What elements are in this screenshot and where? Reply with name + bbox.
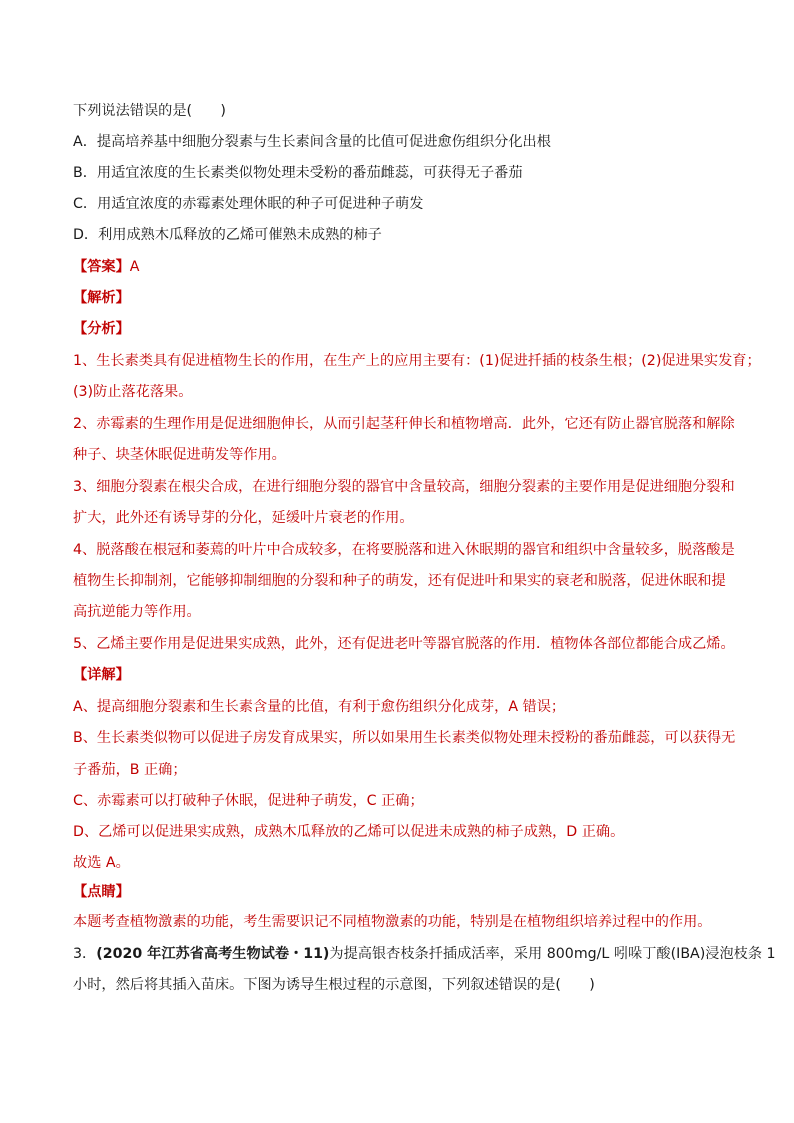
dianjing-tag: 【点睛】: [73, 884, 130, 900]
analysis-line: 5、乙烯主要作用是促进果实成熟，此外，还有促进老叶等器官脱落的作用．植物体各部位都能合成乙烯。: [73, 636, 735, 652]
question-text: 为提高银杏枝条扦插成活率，采用 800mg/L 吲哚丁酸(IBA)浸泡枝条 1: [329, 946, 776, 962]
fenxi-tag: 【分析】: [73, 321, 130, 337]
detail-line: 子番茄，B 正确；: [73, 762, 187, 778]
question-stem: 下列说法错误的是( ): [73, 103, 226, 119]
detail-line: A、提高细胞分裂素和生长素含量的比值，有利于愈伤组织分化成芽，A 错误；: [73, 699, 566, 715]
answer-tag: 【答案】: [73, 259, 130, 275]
analysis-line: 4、脱落酸在根冠和萎蔫的叶片中合成较多，在将要脱落和进入休眠期的器官和组织中含量较多，脱落酸是: [73, 542, 735, 558]
analysis-line: 种子、块茎休眠促进萌发等作用。: [73, 447, 286, 463]
question-source: (2020 年江苏省高考生物试卷・11): [96, 946, 330, 962]
option-d: D．利用成熟木瓜释放的乙烯可催熟未成熟的柿子: [73, 227, 382, 243]
answer-value: A: [129, 259, 140, 275]
option-b: B．用适宜浓度的生长素类似物处理未受粉的番茄雌蕊，可获得无子番茄: [73, 165, 523, 181]
analysis-line: 高抗逆能力等作用。: [73, 604, 201, 620]
option-a: A．提高培养基中细胞分裂素与生长素间含量的比值可促进愈伤组织分化出根: [73, 134, 551, 150]
analysis-line: 扩大，此外还有诱导芽的分化，延缓叶片衰老的作用。: [73, 510, 414, 526]
next-question-line-1: [73, 944, 776, 964]
detail-line: D、乙烯可以促进果实成熟，成熟木瓜释放的乙烯可以促进未成熟的柿子成熟，D 正确。: [73, 824, 625, 840]
option-c: C．用适宜浓度的赤霉素处理休眠的种子可促进种子萌发: [73, 196, 424, 212]
xiangjie-tag: 【详解】: [73, 667, 130, 683]
analysis-line: (3)防止落花落果。: [73, 384, 193, 400]
answer-line: [73, 257, 139, 277]
detail-line: 故选 A。: [73, 855, 130, 871]
detail-line: C、赤霉素可以打破种子休眠，促进种子萌发，C 正确；: [73, 793, 424, 809]
analysis-line: 1、生长素类具有促进植物生长的作用，在生产上的应用主要有：(1)促进扦插的枝条生根；(2)促进果实发育；: [73, 353, 761, 369]
analysis-line: 植物生长抑制剂，它能够抑制细胞的分裂和种子的萌发，还有促进叶和果实的衰老和脱落，促进休眠和提: [73, 573, 726, 589]
jiexi-tag: 【解析】: [73, 290, 130, 306]
analysis-line: 3、细胞分裂素在根尖合成，在进行细胞分裂的器官中含量较高，细胞分裂素的主要作用是促进细胞分裂和: [73, 479, 735, 495]
next-question-line-2: 小时，然后将其插入苗床。下图为诱导生根过程的示意图，下列叙述错误的是( ): [73, 977, 595, 993]
question-number: 3．: [73, 946, 97, 962]
detail-line: B、生长素类似物可以促进子房发育成果实，所以如果用生长素类似物处理未授粉的番茄雌蕊，可以获得无: [73, 730, 736, 746]
dianjing-text: 本题考查植物激素的功能，考生需要识记不同植物激素的功能，特别是在植物组织培养过程中的作用。: [73, 914, 712, 930]
analysis-line: 2、赤霉素的生理作用是促进细胞伸长，从而引起茎秆伸长和植物增高．此外，它还有防止器官脱落和解除: [73, 416, 735, 432]
